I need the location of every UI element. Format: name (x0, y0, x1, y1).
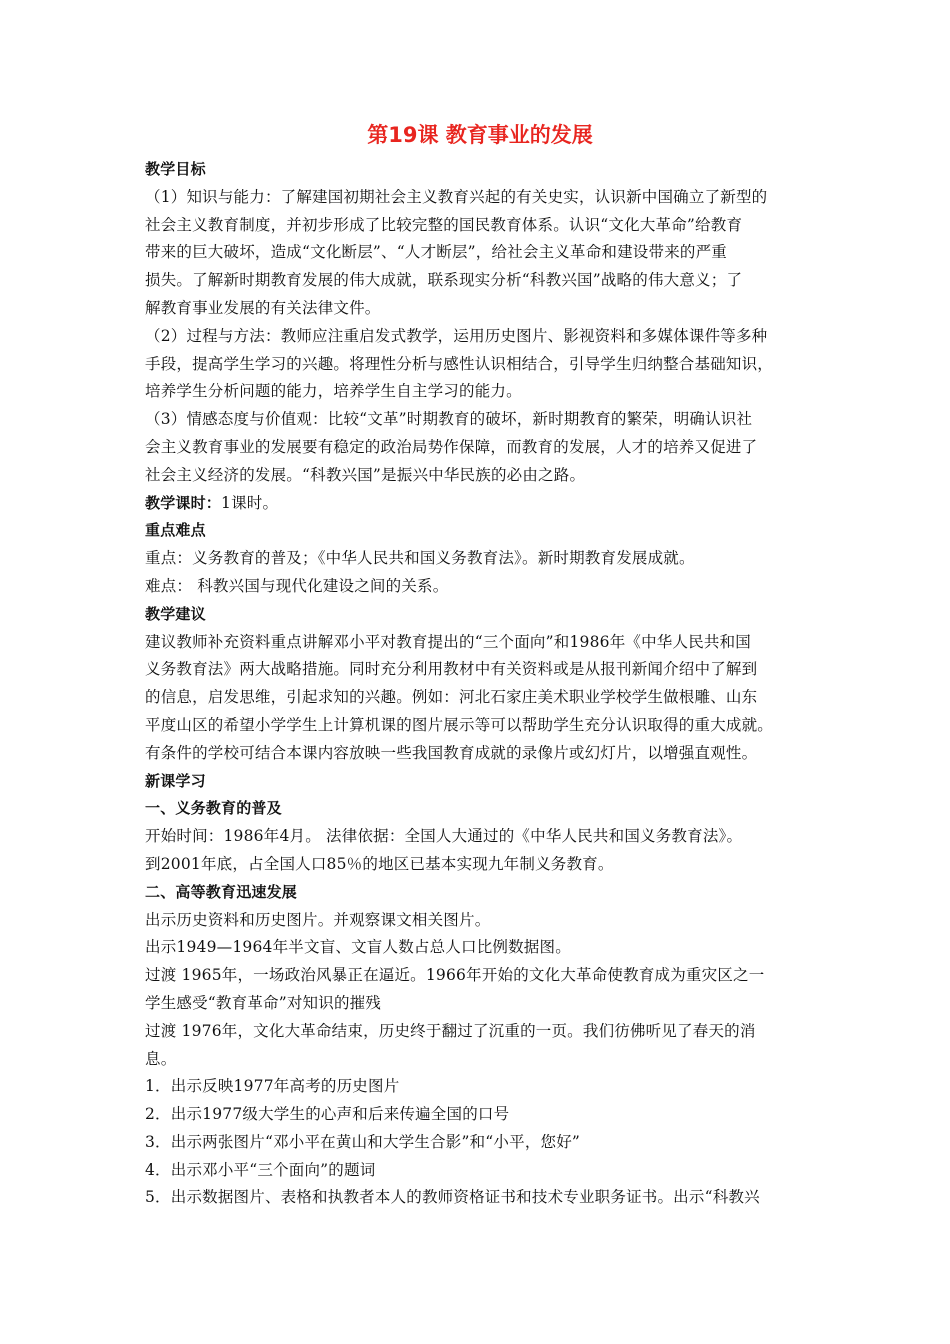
goals-paragraph-line: 会主义教育事业的发展要有稳定的政治局势作保障，而教育的发展，人才的培养又促进了 (145, 437, 758, 456)
part-two-line: 出示历史资料和历史图片。并观察课文相关图片。 (145, 910, 491, 929)
key-points-heading: 重点难点 (145, 521, 206, 540)
goals-paragraph-line: 解教育事业发展的有关法律文件。 (145, 298, 381, 317)
goals-paragraph-line: 培养学生分析问题的能力，培养学生自主学习的能力。 (145, 382, 522, 401)
suggestions-line: 义务教育法》两大战略措施。同时充分利用教材中有关资料或是从报刊新闻介绍中了解到 (145, 660, 758, 679)
part-one-line: 到2001年底，占全国人口85％的地区已基本实现九年制义务教育。 (145, 854, 614, 873)
goals-heading: 教学目标 (145, 160, 206, 178)
teaching-hours-value: 1课时。 (221, 493, 279, 512)
suggestions-heading: 教学建议 (145, 604, 206, 623)
goals-paragraph-line: （2）过程与方法：教师应注重启发式教学，运用历史图片、影视资料和多媒体课件等多种 (145, 326, 768, 345)
list-item: 3．出示两张图片“邓小平在黄山和大学生合影”和“小平，您好” (145, 1132, 581, 1151)
goals-paragraph-line: 损失。了解新时期教育发展的伟大成就，联系现实分析“科教兴国”战略的伟大意义；了 (145, 271, 743, 290)
suggestions-line: 建议教师补充资料重点讲解邓小平对教育提出的“三个面向”和1986年《中华人民共和国 (145, 632, 751, 651)
part-one-heading: 一、义务教育的普及 (145, 799, 282, 818)
part-two-line: 息。 (145, 1049, 177, 1068)
document-page (145, 118, 815, 1212)
goals-paragraph-line: 手段，提高学生学习的兴趣。将理性分析与感性认识相结合，引导学生归纳整合基础知识， (145, 354, 774, 373)
goals-paragraph-line: （3）情感态度与价值观：比较“文革”时期教育的破坏，新时期教育的繁荣，明确认识社 (145, 410, 753, 429)
lesson-title: 第19课 教育事业的发展 (367, 123, 593, 147)
goals-paragraph-line: 社会主义经济的发展。“科教兴国”是振兴中华民族的必由之路。 (145, 465, 586, 484)
suggestions-line: 的信息，启发思维，引起求知的兴趣。例如：河北石家庄美术职业学校学生做根雕、山东 (145, 688, 758, 707)
suggestions-line: 有条件的学校可结合本课内容放映一些我国教育成就的录像片或幻灯片，以增强直观性。 (145, 743, 758, 762)
goals-paragraph-line: 社会主义教育制度，并初步形成了比较完整的国民教育体系。认识“文化大革命”给教育 (145, 215, 743, 234)
key-point-line: 重点：义务教育的普及；《中华人民共和国义务教育法》。新时期教育发展成就。 (145, 549, 695, 568)
list-item: 2．出示1977级大学生的心声和后来传遍全国的口号 (145, 1105, 510, 1124)
suggestions-line: 平度山区的希望小学学生上计算机课的图片展示等可以帮助学生充分认识取得的重大成就。 (145, 715, 774, 734)
part-two-line: 过渡 1976年，文化大革命结束，历史终于翻过了沉重的一页。我们彷佛听见了春天的消 (145, 1021, 756, 1040)
teaching-hours (145, 490, 815, 518)
teaching-hours-label: 教学课时： (145, 493, 222, 512)
part-two-line: 过渡 1965年，一场政治风暴正在逼近。1966年开始的文化大革命使教育成为重灾区之一 (145, 966, 765, 985)
new-lesson-heading: 新课学习 (145, 771, 206, 790)
list-item: 1．出示反映1977年高考的历史图片 (145, 1077, 400, 1096)
goals-paragraph-line: 带来的巨大破坏，造成“文化断层”、“人才断层”，给社会主义革命和建设带来的严重 (145, 243, 727, 262)
difficult-point-line: 难点： 科教兴国与现代化建设之间的关系。 (145, 576, 449, 595)
part-two-heading: 二、高等教育迅速发展 (145, 882, 298, 901)
goals-paragraph-line: （1）知识与能力：了解建国初期社会主义教育兴起的有关史实，认识新中国确立了新型的 (145, 187, 768, 206)
part-two-line: 学生感受“教育革命”对知识的摧残 (145, 993, 382, 1012)
part-two-line: 出示1949—1964年半文盲、文盲人数占总人口比例数据图。 (145, 938, 571, 957)
list-item: 4．出示邓小平“三个面向”的题词 (145, 1160, 376, 1179)
list-item: 5．出示数据图片、表格和执教者本人的教师资格证书和技术专业职务证书。出示“科教兴 (145, 1188, 760, 1207)
part-one-line: 开始时间：1986年4月。 法律依据：全国人大通过的《中华人民共和国义务教育法》。 (145, 827, 743, 846)
